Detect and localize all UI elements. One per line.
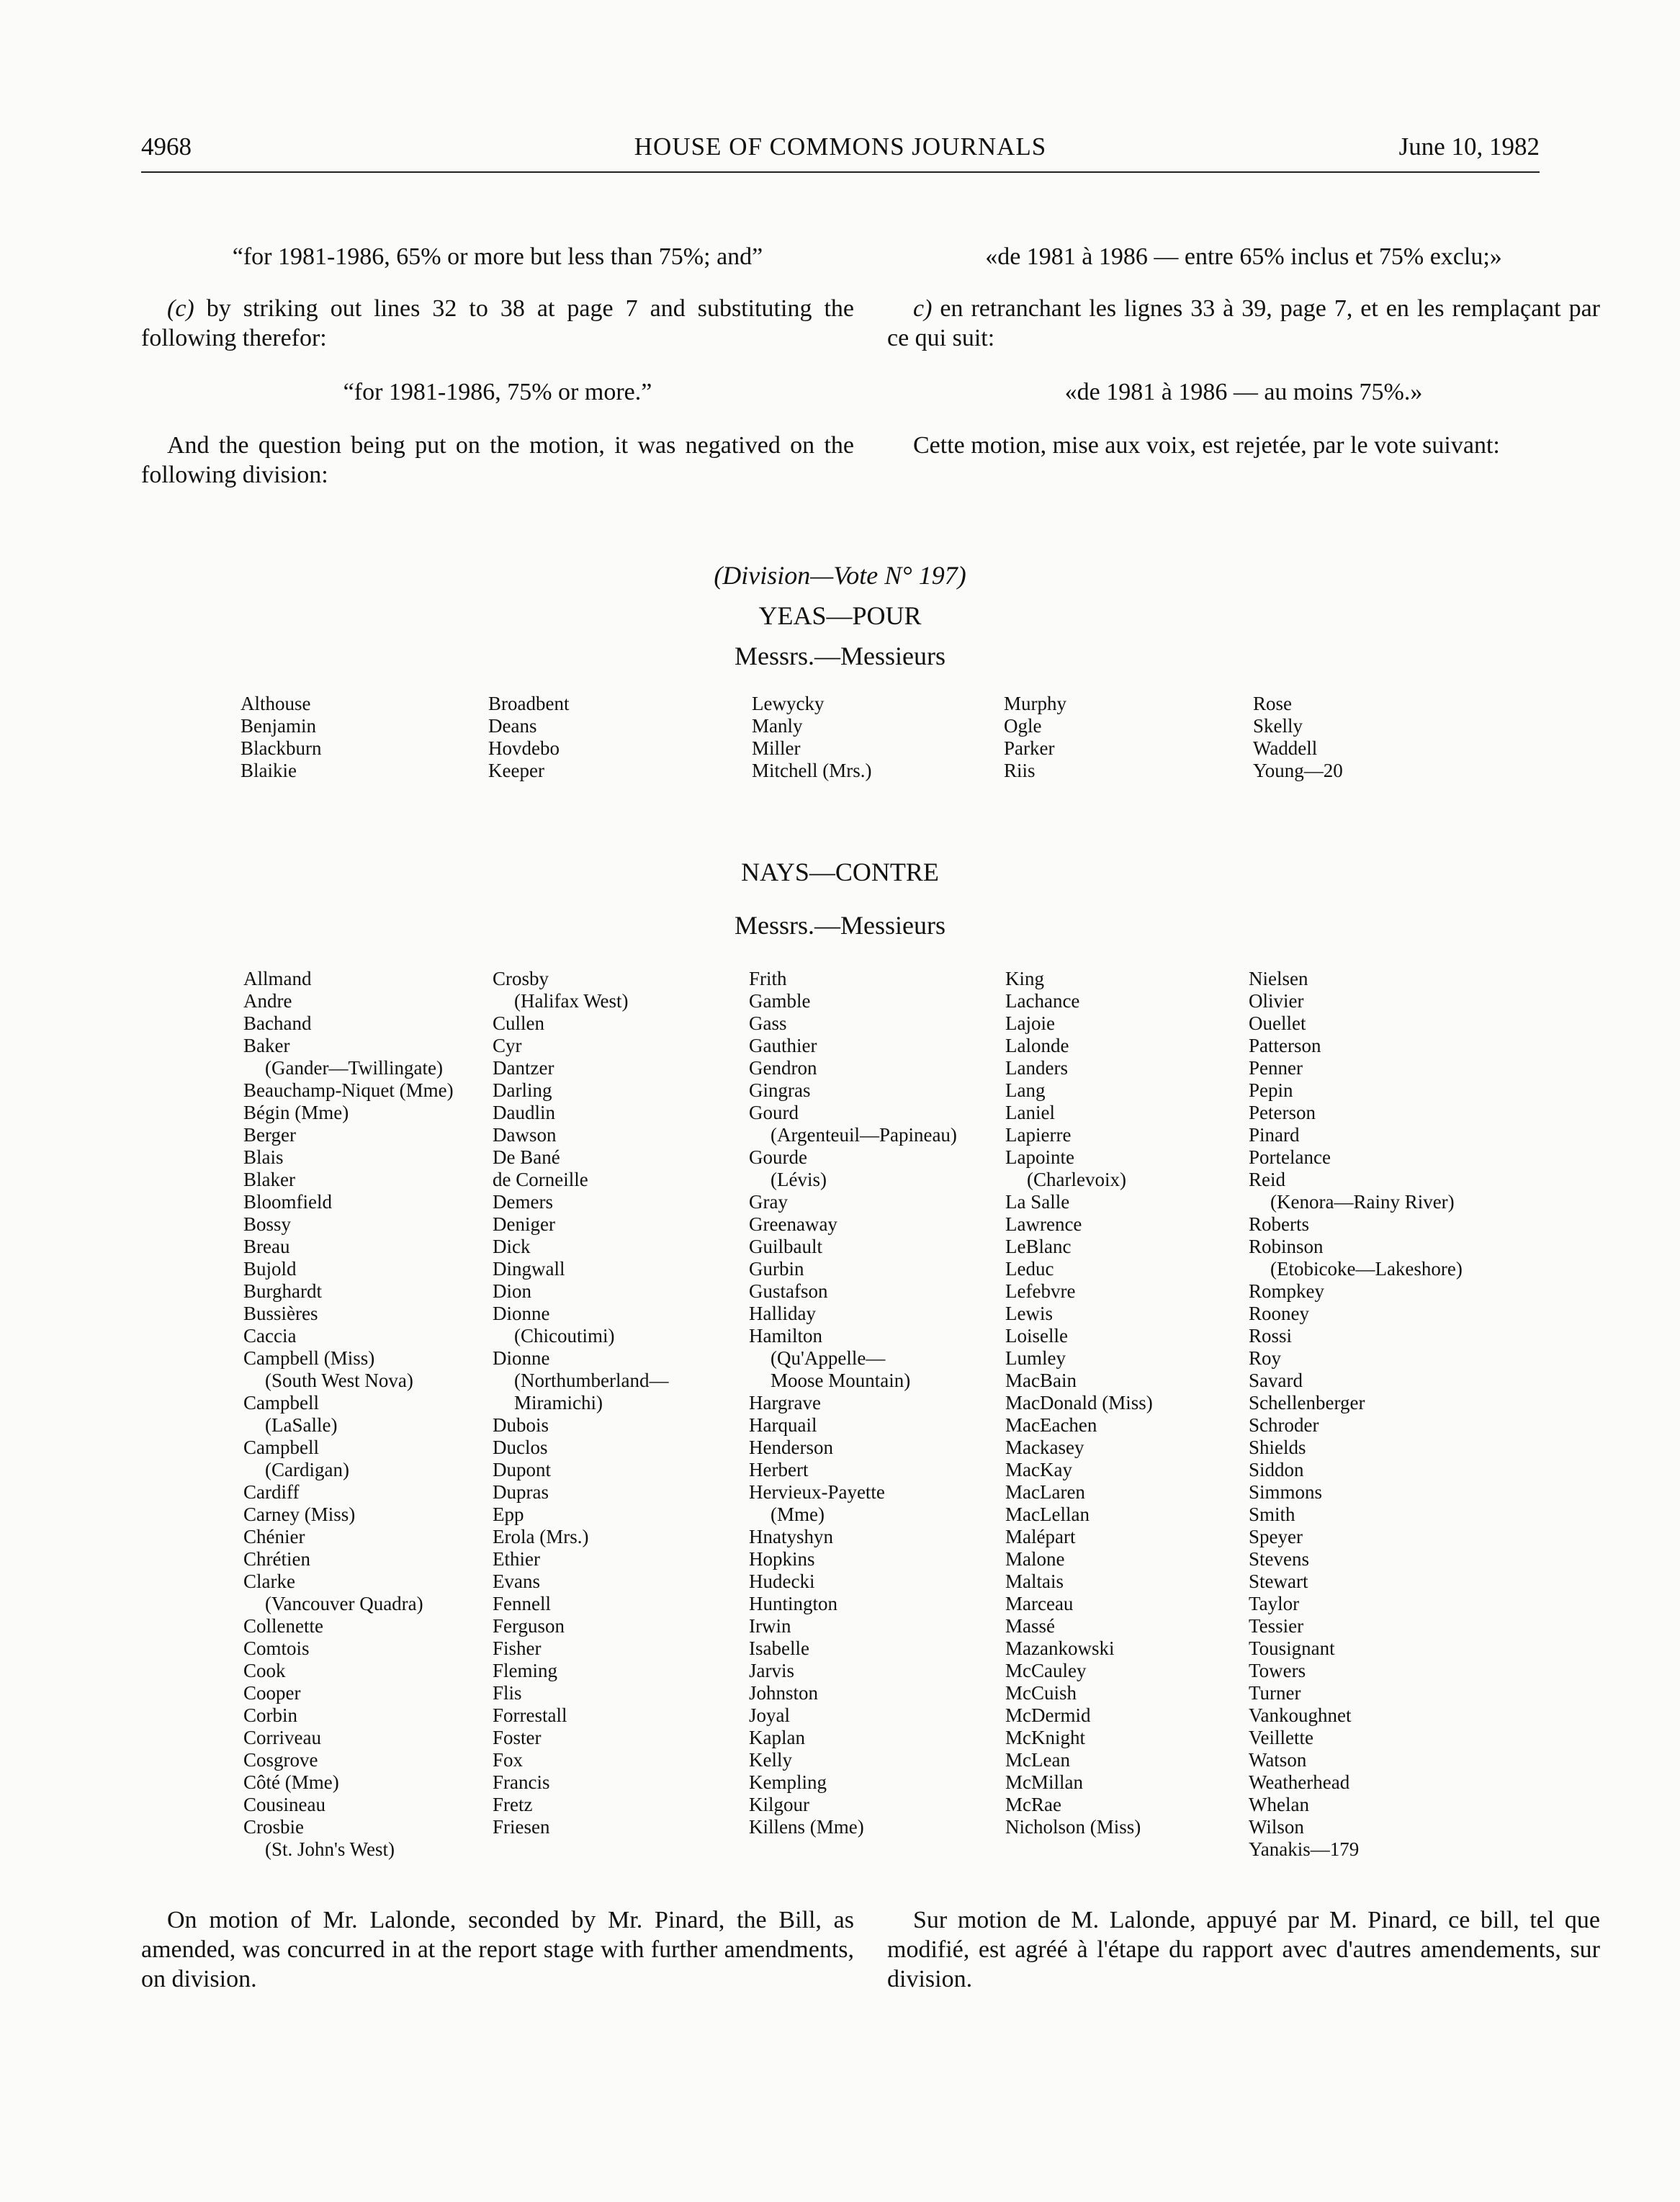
nays-column (493, 968, 668, 1838)
member-name: Berger (243, 1124, 296, 1146)
member-name: Mazankowski (1005, 1637, 1115, 1659)
member-name: Lajoie (1005, 1012, 1055, 1034)
member-name: Ouellet (1249, 1012, 1306, 1034)
member-name: Watson (1249, 1749, 1307, 1771)
nays-heading: NAYS—CONTRE (741, 858, 939, 886)
member-name: Lawrence (1005, 1213, 1082, 1235)
member-name: Lefebvre (1005, 1280, 1076, 1302)
member-name: Flis (493, 1682, 522, 1704)
member-name: Foster (493, 1727, 542, 1748)
page-header (141, 132, 1540, 173)
member-name: (Gander—Twillingate) (265, 1057, 444, 1079)
member-name: Vankoughnet (1249, 1704, 1352, 1726)
member-name: (Kenora—Rainy River) (1270, 1191, 1455, 1213)
member-name: Wilson (1249, 1816, 1304, 1838)
member-name: Dionne (493, 1347, 550, 1369)
member-name: (Vancouver Quadra) (265, 1593, 423, 1614)
member-name: de Corneille (493, 1169, 588, 1190)
member-name: Towers (1249, 1660, 1306, 1681)
member-name: Deans (488, 715, 537, 737)
english-quote-1: “for 1981-1986, 65% or more but less than 75%; and” (232, 243, 763, 270)
english-quote-2: “for 1981-1986, 75% or more.” (343, 379, 652, 405)
member-name: Benjamin (241, 715, 316, 737)
member-name: Yanakis—179 (1249, 1838, 1360, 1860)
french-amendment-c (887, 294, 1600, 353)
member-name: Dupont (493, 1459, 551, 1480)
member-name: (Charlevoix) (1027, 1169, 1126, 1190)
member-name: Robinson (1249, 1236, 1324, 1257)
nays-column (1249, 968, 1463, 1861)
french-item-label: c) (913, 295, 933, 322)
member-name: Gourde (749, 1146, 807, 1168)
english-closing-paragraph: On motion of Mr. Lalonde, seconded by Mr. Pinard, the Bill, as amended, was concurred in at the report stage with further amendments, on division. (141, 1907, 854, 1992)
member-name: Penner (1249, 1057, 1303, 1079)
member-name: Friesen (493, 1816, 550, 1838)
yeas-column (1004, 693, 1066, 782)
member-name: Landers (1005, 1057, 1068, 1079)
member-name: Erola (Mrs.) (493, 1526, 589, 1547)
member-name: Smith (1249, 1504, 1295, 1525)
member-name: Reid (1249, 1169, 1285, 1190)
member-name: Lapointe (1005, 1146, 1074, 1168)
english-question-paragraph: And the question being put on the motion, it was negatived on the following division: (141, 432, 854, 488)
member-name: Fleming (493, 1660, 558, 1681)
member-name: Lang (1005, 1079, 1046, 1101)
member-name: Darling (493, 1079, 552, 1101)
member-name: Greenaway (749, 1213, 837, 1235)
member-name: Herbert (749, 1459, 809, 1480)
member-name: LeBlanc (1005, 1236, 1072, 1257)
member-name: Stewart (1249, 1570, 1308, 1592)
member-name: Malépart (1005, 1526, 1076, 1547)
member-name: MacKay (1005, 1459, 1072, 1480)
member-name: Dupras (493, 1481, 549, 1503)
member-name: (Etobicoke—Lakeshore) (1270, 1258, 1463, 1280)
member-name: Chénier (243, 1526, 305, 1547)
member-name: Peterson (1249, 1102, 1316, 1123)
member-name: Gray (749, 1191, 788, 1213)
member-name: Hervieux-Payette (749, 1481, 885, 1503)
member-name: Corriveau (243, 1727, 321, 1748)
member-name: Kempling (749, 1771, 827, 1793)
member-name: Irwin (749, 1615, 791, 1637)
member-name: Epp (493, 1504, 524, 1525)
member-name: Fox (493, 1749, 524, 1771)
member-name: Henderson (749, 1437, 833, 1458)
member-name: Hargrave (749, 1392, 821, 1414)
member-name: Crosby (493, 968, 549, 989)
member-name: Baker (243, 1035, 290, 1056)
yeas-column (1253, 693, 1343, 782)
yeas-column (488, 693, 569, 782)
member-name: Chrétien (243, 1548, 310, 1570)
member-name: Fisher (493, 1637, 542, 1659)
member-name: Francis (493, 1771, 550, 1793)
member-name: Fennell (493, 1593, 551, 1614)
member-name: Olivier (1249, 990, 1304, 1012)
member-name: Althouse (241, 693, 311, 714)
member-name: Young—20 (1253, 760, 1343, 781)
member-name: Portelance (1249, 1146, 1331, 1168)
member-name: Riis (1004, 760, 1036, 781)
member-name: Blaikie (241, 760, 297, 781)
member-name: Whelan (1249, 1794, 1309, 1815)
yeas-heading: YEAS—POUR (758, 601, 922, 630)
member-name: Lachance (1005, 990, 1080, 1012)
member-name: Rossi (1249, 1325, 1293, 1347)
member-name: Blais (243, 1146, 284, 1168)
member-name: Marceau (1005, 1593, 1074, 1614)
member-name: Campbell (243, 1392, 319, 1414)
member-name: Lapierre (1005, 1124, 1072, 1146)
member-name: Stevens (1249, 1548, 1309, 1570)
member-name: Bloomfield (243, 1191, 332, 1213)
member-name: (St. John's West) (265, 1838, 395, 1860)
member-name: Bachand (243, 1012, 312, 1034)
member-name: Roberts (1249, 1213, 1309, 1235)
french-quote-2: «de 1981 à 1986 — au moins 75%.» (1064, 379, 1423, 405)
member-name: (Halifax West) (514, 990, 629, 1012)
page-date: June 10, 1982 (1398, 132, 1540, 161)
member-name: King (1005, 968, 1044, 989)
member-name: Caccia (243, 1325, 297, 1347)
member-name: (Qu'Appelle— (771, 1347, 886, 1369)
member-name: MacBain (1005, 1370, 1077, 1391)
member-name: Weatherhead (1249, 1771, 1350, 1793)
member-name: Carney (Miss) (243, 1504, 356, 1525)
member-name: Frith (749, 968, 787, 989)
member-name: Siddon (1249, 1459, 1304, 1480)
member-name: Lalonde (1005, 1035, 1069, 1056)
member-name: Johnston (749, 1682, 819, 1704)
member-name: Cardiff (243, 1481, 300, 1503)
member-name: Blackburn (241, 737, 322, 759)
member-name: Guilbault (749, 1236, 822, 1257)
member-name: Keeper (488, 760, 544, 781)
member-name: Rose (1253, 693, 1292, 714)
member-name: Pepin (1249, 1079, 1293, 1101)
member-name: Lumley (1005, 1347, 1066, 1369)
member-name: Turner (1249, 1682, 1301, 1704)
yeas-column (241, 693, 321, 782)
member-name: Beauchamp-Niquet (Mme) (243, 1079, 454, 1101)
member-name: Malone (1005, 1548, 1065, 1570)
member-name: Ogle (1004, 715, 1042, 737)
member-name: Dionne (493, 1303, 550, 1324)
member-name: Maltais (1005, 1570, 1064, 1592)
member-name: Dingwall (493, 1258, 565, 1280)
english-item-label: (c) (167, 295, 194, 322)
member-name: (Mme) (771, 1504, 825, 1525)
member-name: Gamble (749, 990, 811, 1012)
member-name: Daudlin (493, 1102, 555, 1123)
member-name: Dubois (493, 1414, 549, 1436)
member-name: Cosgrove (243, 1749, 318, 1771)
page-number: 4968 (141, 132, 192, 161)
member-name: MacDonald (Miss) (1005, 1392, 1153, 1414)
member-name: Manly (752, 715, 803, 737)
member-name: Rooney (1249, 1303, 1309, 1324)
member-name: (Argenteuil—Papineau) (771, 1124, 957, 1146)
member-name: Murphy (1004, 693, 1066, 714)
member-name: (Chicoutimi) (514, 1325, 615, 1347)
member-name: Collenette (243, 1615, 323, 1637)
member-name: MacLellan (1005, 1504, 1090, 1525)
member-name: Fretz (493, 1794, 533, 1815)
division-title: (Division—Vote N° 197) (714, 561, 966, 590)
member-name: Cyr (493, 1035, 522, 1056)
french-quote-1: «de 1981 à 1986 — entre 65% inclus et 75% exclu;» (985, 243, 1502, 270)
member-name: MacLaren (1005, 1481, 1085, 1503)
member-name: Allmand (243, 968, 312, 989)
member-name: Broadbent (488, 693, 570, 714)
member-name: Blaker (243, 1169, 295, 1190)
member-name: Tousignant (1249, 1637, 1335, 1659)
member-name: Mackasey (1005, 1437, 1084, 1458)
member-name: Bégin (Mme) (243, 1102, 349, 1123)
member-name: Dantzer (493, 1057, 554, 1079)
member-name: Gendron (749, 1057, 817, 1079)
member-name: Dick (493, 1236, 531, 1257)
nays-subheading: Messrs.—Messieurs (735, 911, 945, 940)
member-name: Miramichi) (514, 1392, 603, 1414)
member-name: Savard (1249, 1370, 1303, 1391)
member-name: Gustafson (749, 1280, 828, 1302)
member-name: Gingras (749, 1079, 811, 1101)
member-name: De Bané (493, 1146, 560, 1168)
member-name: Mitchell (Mrs.) (752, 760, 872, 781)
member-name: Miller (752, 737, 801, 759)
member-name: Speyer (1249, 1526, 1303, 1547)
member-name: Comtois (243, 1637, 310, 1659)
member-name: Parker (1004, 737, 1055, 759)
member-name: Taylor (1249, 1593, 1300, 1614)
member-name: Bossy (243, 1213, 292, 1235)
nays-column (243, 968, 454, 1861)
member-name: (LaSalle) (265, 1414, 338, 1436)
member-name: Cooper (243, 1682, 301, 1704)
member-name: Tessier (1249, 1615, 1304, 1637)
member-name: MacEachen (1005, 1414, 1097, 1436)
member-name: Rompkey (1249, 1280, 1324, 1302)
member-name: Campbell (243, 1437, 319, 1458)
member-name: (Cardigan) (265, 1459, 349, 1480)
member-name: Isabelle (749, 1637, 809, 1659)
member-name: Evans (493, 1570, 540, 1592)
member-name: Campbell (Miss) (243, 1347, 375, 1369)
french-closing-paragraph: Sur motion de M. Lalonde, appuyé par M. Pinard, ce bill, tel que modifié, est agréé à l'étape du rapport avec d'autres amendements, sur division. (887, 1907, 1600, 1992)
member-name: Gass (749, 1012, 787, 1034)
member-name: (South West Nova) (265, 1370, 413, 1391)
english-amendment-text: by striking out lines 32 to 38 at page 7 and substituting the following therefor: (141, 295, 854, 351)
member-name: Breau (243, 1236, 290, 1257)
english-amendment-c (141, 294, 854, 353)
member-name: Nicholson (Miss) (1005, 1816, 1141, 1838)
member-name: La Salle (1005, 1191, 1070, 1213)
member-name: Shields (1249, 1437, 1306, 1458)
french-amendment-text: en retranchant les lignes 33 à 39, page 7, et en les remplaçant par ce qui suit: (887, 295, 1600, 351)
member-name: Kaplan (749, 1727, 805, 1748)
member-name: Duclos (493, 1437, 548, 1458)
member-name: Schroder (1249, 1414, 1319, 1436)
member-name: Cullen (493, 1012, 544, 1034)
member-name: Lewycky (752, 693, 825, 714)
member-name: Hovdebo (488, 737, 560, 759)
member-name: Lewis (1005, 1303, 1053, 1324)
member-name: Huntington (749, 1593, 838, 1614)
member-name: Jarvis (749, 1660, 794, 1681)
member-name: Roy (1249, 1347, 1282, 1369)
member-name: Crosbie (243, 1816, 304, 1838)
yeas-subheading: Messrs.—Messieurs (735, 642, 945, 670)
member-name: Nielsen (1249, 968, 1308, 989)
member-name: McRae (1005, 1794, 1061, 1815)
member-name: Gurbin (749, 1258, 804, 1280)
journal-title: HOUSE OF COMMONS JOURNALS (634, 132, 1047, 161)
member-name: Ferguson (493, 1615, 565, 1637)
member-name: Skelly (1253, 715, 1303, 737)
member-name: Kilgour (749, 1794, 809, 1815)
member-name: Loiselle (1005, 1325, 1068, 1347)
member-name: McDermid (1005, 1704, 1091, 1726)
member-name: Hamilton (749, 1325, 822, 1347)
nays-column (1005, 968, 1153, 1838)
member-name: Cook (243, 1660, 286, 1681)
member-name: Gauthier (749, 1035, 817, 1056)
member-name: McCuish (1005, 1682, 1077, 1704)
member-name: Ethier (493, 1548, 540, 1570)
nays-column (749, 968, 957, 1838)
member-name: Veillette (1249, 1727, 1313, 1748)
member-name: Joyal (749, 1704, 790, 1726)
member-name: Laniel (1005, 1102, 1055, 1123)
member-name: Kelly (749, 1749, 792, 1771)
member-name: Burghardt (243, 1280, 322, 1302)
member-name: Corbin (243, 1704, 298, 1726)
member-name: Hudecki (749, 1570, 815, 1592)
member-name: McKnight (1005, 1727, 1085, 1748)
member-name: Pinard (1249, 1124, 1300, 1146)
member-name: Halliday (749, 1303, 816, 1324)
member-name: Clarke (243, 1570, 295, 1592)
member-name: Harquail (749, 1414, 817, 1436)
member-name: Dawson (493, 1124, 557, 1146)
member-name: Waddell (1253, 737, 1318, 759)
member-name: Deniger (493, 1213, 555, 1235)
member-name: Cousineau (243, 1794, 325, 1815)
member-name: Andre (243, 990, 292, 1012)
member-name: Leduc (1005, 1258, 1054, 1280)
member-name: Moose Mountain) (771, 1370, 911, 1391)
member-name: Gourd (749, 1102, 799, 1123)
member-name: McCauley (1005, 1660, 1087, 1681)
member-name: Simmons (1249, 1481, 1323, 1503)
member-name: Massé (1005, 1615, 1055, 1637)
french-question-paragraph: Cette motion, mise aux voix, est rejetée, par le vote suivant: (913, 432, 1500, 459)
member-name: McMillan (1005, 1771, 1083, 1793)
yeas-column (752, 693, 871, 782)
member-name: Hnatyshyn (749, 1526, 833, 1547)
member-name: Patterson (1249, 1035, 1321, 1056)
member-name: Dion (493, 1280, 531, 1302)
member-name: (Lévis) (771, 1169, 827, 1190)
member-name: Bujold (243, 1258, 297, 1280)
member-name: Killens (Mme) (749, 1816, 864, 1838)
member-name: Schellenberger (1249, 1392, 1365, 1414)
member-name: Forrestall (493, 1704, 567, 1726)
member-name: Hopkins (749, 1548, 815, 1570)
member-name: Côté (Mme) (243, 1771, 339, 1793)
member-name: Bussières (243, 1303, 318, 1324)
member-name: McLean (1005, 1749, 1070, 1771)
member-name: (Northumberland— (514, 1370, 669, 1391)
member-name: Demers (493, 1191, 553, 1213)
